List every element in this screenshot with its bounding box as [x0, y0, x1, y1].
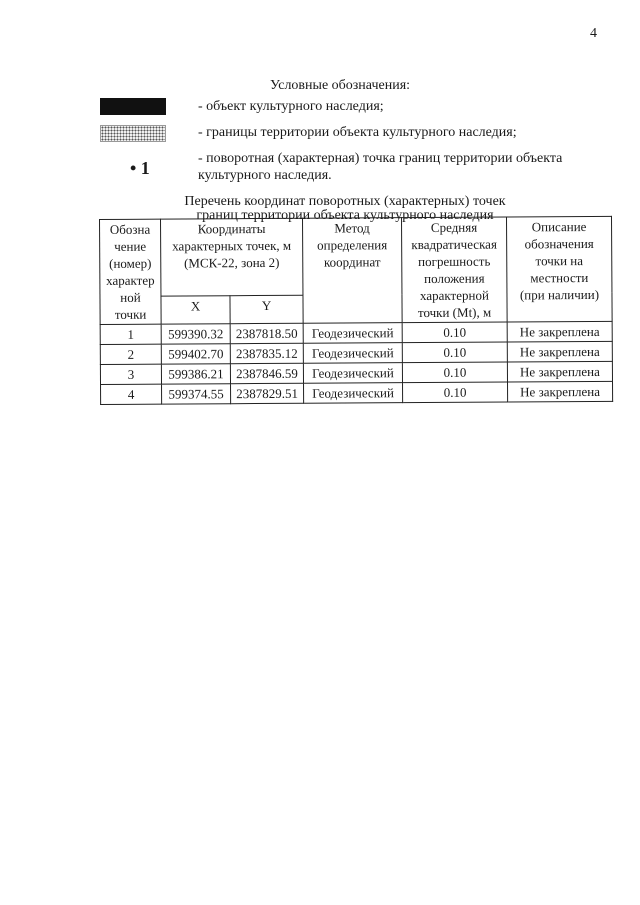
header-description: Описание обозначения точки на местности (при наличии) [506, 216, 612, 322]
cell-description: Не закреплена [507, 321, 612, 342]
cell-method: Геодезический [303, 343, 402, 364]
cell-num: 2 [100, 344, 161, 364]
page-number: 4 [590, 26, 597, 41]
cell-method: Геодезический [303, 363, 402, 384]
cell-num: 3 [100, 364, 161, 384]
legend-item-turning-point-line2: культурного наследия. [198, 168, 332, 183]
cell-error: 0.10 [403, 382, 508, 403]
coordinates-table [99, 216, 613, 405]
cell-x: 599390.32 [161, 324, 230, 344]
cell-num: 4 [101, 384, 162, 404]
cell-num: 1 [100, 324, 161, 344]
cell-method: Геодезический [304, 383, 403, 404]
legend-item-boundary: - границы территории объекта культурного наследия; [198, 125, 517, 140]
cell-description: Не закреплена [507, 361, 612, 382]
legend-item-turning-point-line1: - поворотная (характерная) точка границ территории объекта [198, 151, 563, 166]
cell-y: 2387846.59 [230, 363, 303, 383]
cell-y: 2387829.51 [231, 383, 304, 403]
legend-title: Условные обозначения: [270, 78, 411, 93]
territory-boundary-swatch-icon [100, 125, 166, 142]
legend-item-turning-point [198, 150, 562, 184]
cell-y: 2387818.50 [230, 323, 303, 343]
coordinates-list-title-line2: границ территории объекта культурного наследия [196, 208, 494, 223]
table-header-row [100, 216, 612, 296]
header-y: Y [230, 295, 303, 324]
cell-x: 599402.70 [161, 344, 230, 364]
legend-item-object: - объект культурного наследия; [198, 99, 384, 114]
coordinates-list-title-line1: Перечень координат поворотных (характерных) точек [184, 194, 506, 209]
cell-description: Не закреплена [507, 341, 612, 362]
cell-description: Не закреплена [508, 381, 613, 402]
cultural-heritage-object-swatch-icon [100, 98, 166, 115]
turning-point-marker-icon: • 1 [130, 158, 150, 178]
cell-x: 599386.21 [161, 364, 230, 384]
header-designation: Обозна чение (номер) характер ной точки [100, 219, 162, 324]
cell-y: 2387835.12 [230, 343, 303, 363]
cell-error: 0.10 [402, 322, 507, 343]
header-coordinates: Координаты характерных точек, м (МСК-22, зона 2) [161, 218, 303, 295]
cell-error: 0.10 [402, 362, 507, 383]
cell-x: 599374.55 [162, 384, 231, 404]
header-x: X [161, 295, 230, 324]
header-method: Метод определения координат [302, 218, 402, 324]
cell-method: Геодезический [303, 323, 402, 344]
cell-error: 0.10 [402, 342, 507, 363]
table-row [101, 381, 613, 404]
header-error: Средняя квадратическая погрешность положения характерной точки (Mt), м [401, 217, 507, 323]
